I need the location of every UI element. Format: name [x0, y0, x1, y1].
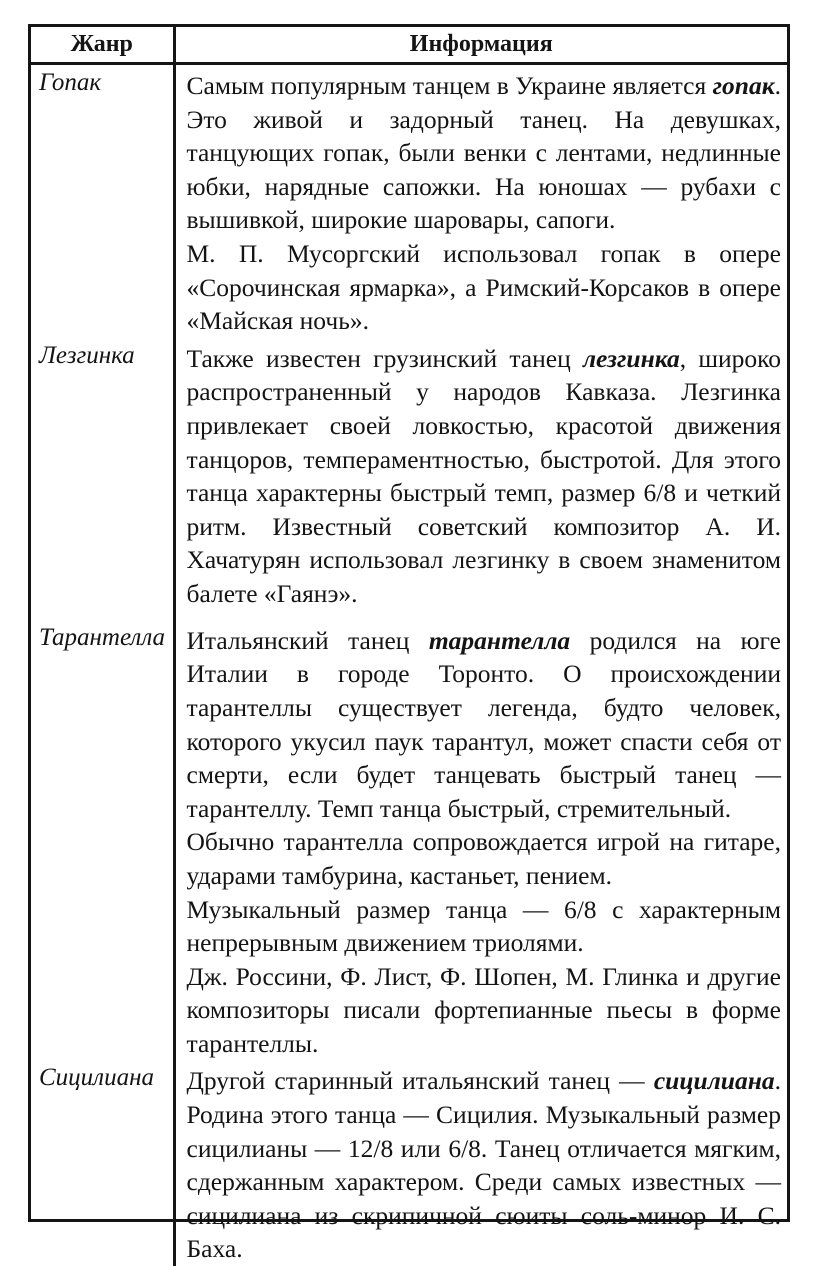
genre-cell: Тарантелла [31, 620, 174, 1061]
dance-genres-table [28, 24, 790, 1264]
text-span: родился на юге Италии в городе Торонто. О происхождении тарантеллы существует легенда, будто человек, которого укусил паук тарантул, может спасти себя от смерти, если будет танцевать быстрый танец — тарантеллу. Темп танца быстрый, стремительный. [186, 625, 781, 823]
text-span: Самым популярным танцем в Украине является [186, 71, 713, 100]
table-row [31, 64, 787, 338]
keyword: гопак [712, 71, 775, 100]
paragraph: Обычно тарантелла сопровождается игрой на гитаре, ударами тамбурина, кастаньет, пением. [186, 827, 781, 890]
genre-cell: Гопак [31, 64, 174, 338]
table-row [31, 338, 787, 620]
text-span: . Это живой и задорный танец. На девушках, танцующих гопак, были венки с лентами, недлинные юбки, нарядные сапожки. На юношах — рубахи с вышивкой, широкие шаровары, сапоги. [186, 71, 781, 235]
info-cell [174, 620, 787, 1061]
genre-cell: Сицилиана [31, 1060, 174, 1266]
text-span: Также известен грузинский танец [186, 343, 583, 373]
genre-column-header: Жанр [31, 27, 174, 64]
genre-cell: Лезгинка [31, 338, 174, 620]
info-column-header: Информация [174, 27, 787, 64]
paragraph [187, 624, 782, 826]
table-row [31, 620, 787, 1061]
table-row [31, 1060, 787, 1266]
text-span: , широко распространенный у народов Кавказа. Лезгинка привлекает своей ловкостью, красотой движения танцоров, темпераментностью, быстротой. Для этого танца характерны быстрый темп, размер 6/8 и четкий ритм. Известный советский композитор А. И. Хачатурян использовал лезгинку в своем знаменитом балете «Гаянэ». [186, 343, 781, 608]
keyword: сицилиана [653, 1066, 775, 1096]
text-span: Другой старинный итальянский танец — [186, 1066, 654, 1096]
info-cell [174, 1060, 787, 1266]
paragraph [187, 69, 782, 237]
paragraph: Дж. Россини, Ф. Лист, Ф. Шопен, М. Глинка и другие композиторы писали фортепианные пьесы в форме тарантеллы. [186, 961, 781, 1058]
genres-table [31, 27, 787, 1266]
keyword: лезгинка [582, 343, 680, 373]
paragraph [187, 342, 782, 611]
text-span: Итальянский танец [186, 625, 429, 655]
table-header-row [31, 27, 787, 64]
paragraph [187, 1064, 782, 1266]
paragraph: М. П. Мусоргский использовал гопак в опере «Сорочинская ярмарка», а Римский-Корсаков в опере «Майская ночь». [186, 238, 781, 336]
text-span: . Родина этого танца — Сицилия. Музыкальный размер сицилианы — 12/8 или 6/8. Танец отличается мягким, сдержанным характером. Среди самых известных — сицилиана из скрипичной сюиты соль-минор И. С. Баха. [186, 1066, 781, 1264]
info-cell [174, 338, 787, 620]
keyword: тарантелла [428, 625, 571, 655]
paragraph: Музыкальный размер танца — 6/8 с характерным непрерывным движением триолями. [186, 894, 781, 958]
info-cell [174, 64, 787, 338]
